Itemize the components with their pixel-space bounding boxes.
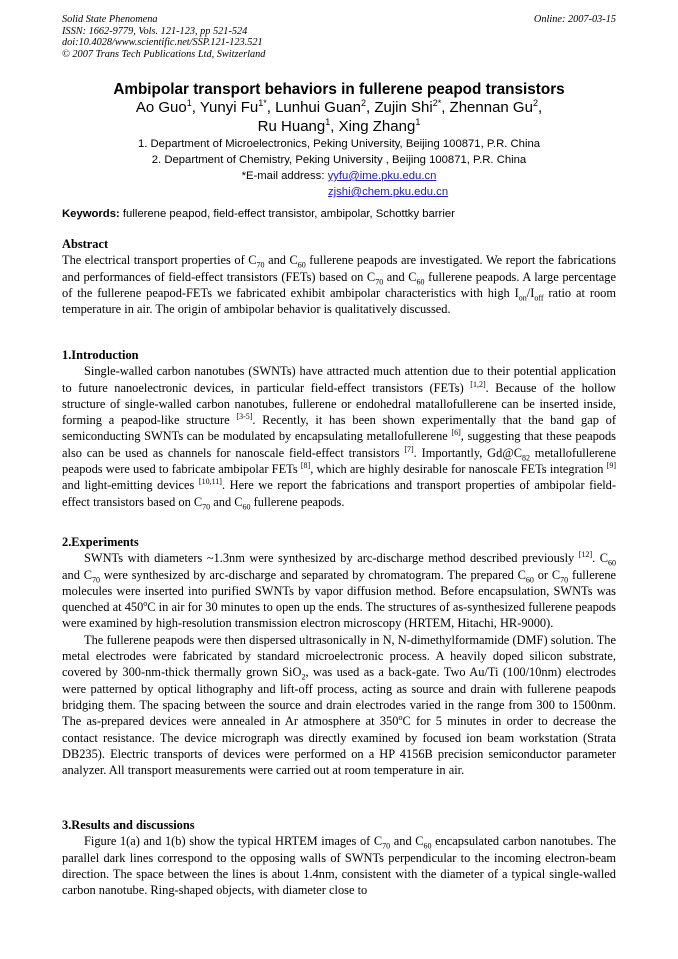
author-name: Lunhui Guan — [275, 99, 361, 116]
experiments-paragraph-1: SWNTs with diameters ~1.3nm were synthesized by arc-discharge method described previously [12]. $C_{60}$ and $C_{70}$ were synthesized by arc-discharge and separated by chromatogram. The prepared $C_{60}$ or $C_{70}$ fullerene molecules were inserted into purified SWNTs by vapor diffusion method. Before encapsulation, SWNTs was quenched at 450$^o$C in air for 30 minutes to open up the ends. The structures of as-synthesized fullerene peapods were examined by high-resolution transmission electron microscopy (HRTEM, Hitachi, HR-9000). — [62, 550, 617, 631]
affiliations — [62, 136, 616, 168]
email-line-2 — [328, 184, 448, 200]
author-mark: 1 — [186, 98, 192, 108]
author-name: Yunyi Fu — [199, 99, 259, 116]
affiliation-2: 2. Department of Chemistry, Peking University , Beijing 100871, P.R. China — [151, 154, 527, 166]
journal-doi: doi:10.4028/www.scientific.net/SSP.121-123.521 — [62, 37, 263, 49]
abstract-heading: Abstract — [62, 237, 109, 251]
experiments-section — [62, 534, 616, 778]
author-mark: 1* — [258, 98, 267, 108]
introduction-heading: 1.Introduction — [62, 348, 139, 362]
introduction-text: Single-walled carbon nanotubes (SWNTs) have attracted much attention due to their potential application to future nanoelectronic devices, in particular field-effect transistors (FETs) [1,2]. Because of the hollow structure of single-walled carbon nanotubes, fullerene or endohedral matallofullerene can be inserted inside, forming a peapod-like structure [3-5]. Recently, it has been shown experimentally that the band gap of semiconducting SWNTs can be modulated by encapsulating metallofullerene [6], suggesting that these peapods also can be used as channels for nanoscale field-effect transistors [7]. Importantly, $Gd@C_{82}$ metallofullerene peapods were used to fabricate ambipolar FETs [8], which are highly desirable for nanoscale FETs integration [9] and light-emitting devices [10,11]. Here we report the fabrications and transport properties of ambipolar field-effect transistors based on $C_{70}$ and $C_{60}$ fullerene peapods. — [62, 364, 617, 512]
email-link-2[interactable]: zjshi@chem.pku.edu.cn — [328, 186, 449, 198]
email-line — [62, 168, 616, 184]
introduction-section — [62, 347, 616, 510]
author-mark: 2* — [432, 98, 442, 108]
affiliation-1: 1. Department of Microelectronics, Peking University, Beijing 100871, P.R. China — [137, 138, 541, 150]
experiments-heading: 2.Experiments — [62, 535, 139, 549]
author-list: Ao Guo$^1$, Yunyi $Fu^{1*}$, Lunhui Guan$^2$, Zujin Shi$^{2*}$, Zhennan Gu$^2$, Ru Huang$^1$, Xing Zhang$^1$ — [135, 98, 543, 135]
experiments-paragraph-2: The fullerene peapods were then dispersed ultrasonically in N, N-dimethylformamide (DMF) solution. The metal electrodes were fabricated by standard microelectronic process. A heavily doped silicon substrate, covered by 300-nm-thick thermally grown SiO$_2$, was used as a back-gate. Two Au/Ti (100/10nm) electrodes were patterned by optical lithography and lift-off process, acting as source and drain with fullerene peapods bridging them. The spacing between the source and drain electrodes varied in the range from 300 to 1500nm. The as-prepared devices were annealed in Ar atmosphere at 350$^o$C for 5 minutes in order to decrease the contact resistance. The device micrograph was directly examined by focused ion beam workstation (Strata DB235). Electric transports of devices were performed on a HP 4156B precision semiconductor parameter analyzer. All transport measurements were carried out at room temperature in air. — [62, 632, 616, 778]
author-mark: 1 — [415, 117, 421, 127]
author-mark: 1 — [325, 117, 331, 127]
journal-issn: ISSN: 1662-9779, Vols. 121-123, pp 521-524 — [62, 25, 248, 37]
abstract-section — [62, 236, 616, 317]
paper-title: Ambipolar transport behaviors in fullerene peapod transistors — [113, 81, 565, 98]
author-name: Zhennan Gu — [449, 99, 533, 116]
author-mark: 2 — [360, 98, 366, 108]
author-name: Zujin Shi — [374, 99, 433, 116]
keywords-text: fullerene peapod, field-effect transistor, ambipolar, Schottky barrier — [122, 208, 455, 220]
journal-header — [62, 14, 616, 60]
keywords — [62, 207, 616, 222]
results-text: Figure 1(a) and 1(b) show the typical HRTEM images of $C_{70}$ and $C_{60}$ encapsulated carbon nanotubes. The parallel dark lines correspond to the opposing walls of SWNTs perpendicular to the incoming electron-beam direction. The space between the lines is about 1.4nm, consistent with the diameter of a typical single-walled carbon nanotube. Ring-shaped objects, with diameter close to — [62, 834, 616, 898]
author-name: Ru Huang — [257, 118, 326, 135]
keywords-label: Keywords: — [62, 208, 120, 220]
results-heading: 3.Results and discussions — [62, 818, 195, 832]
email-link-1[interactable]: yyfu@ime.pku.edu.cn — [327, 170, 437, 182]
author-mark: 2 — [532, 98, 538, 108]
author-name: Xing Zhang — [338, 118, 416, 135]
author-name: Ao Guo — [135, 99, 187, 116]
email-label: *E-mail address: — [241, 170, 325, 182]
abstract-text: The electrical transport properties of $C_{70}$ and $C_{60}$ fullerene peapods are investigated. We report the fabrications and performances of field-effect transistors (FETs) based on $C_{70}$ and $C_{60}$ fullerene peapods. A large percentage of the fullerene peapod-FETs we fabricated exhibit ambipolar characteristics with high $I_{on}/I_{off}$ ratio at room temperature in air. The origin of ambipolar behavior is qualitatively discussed. — [62, 253, 616, 317]
online-date: Online: 2007-03-15 — [533, 14, 616, 25]
journal-name: Solid State Phenomena — [62, 14, 158, 25]
results-section — [62, 817, 616, 898]
journal-copyright: © 2007 Trans Tech Publications Ltd, Switzerland — [62, 48, 266, 60]
